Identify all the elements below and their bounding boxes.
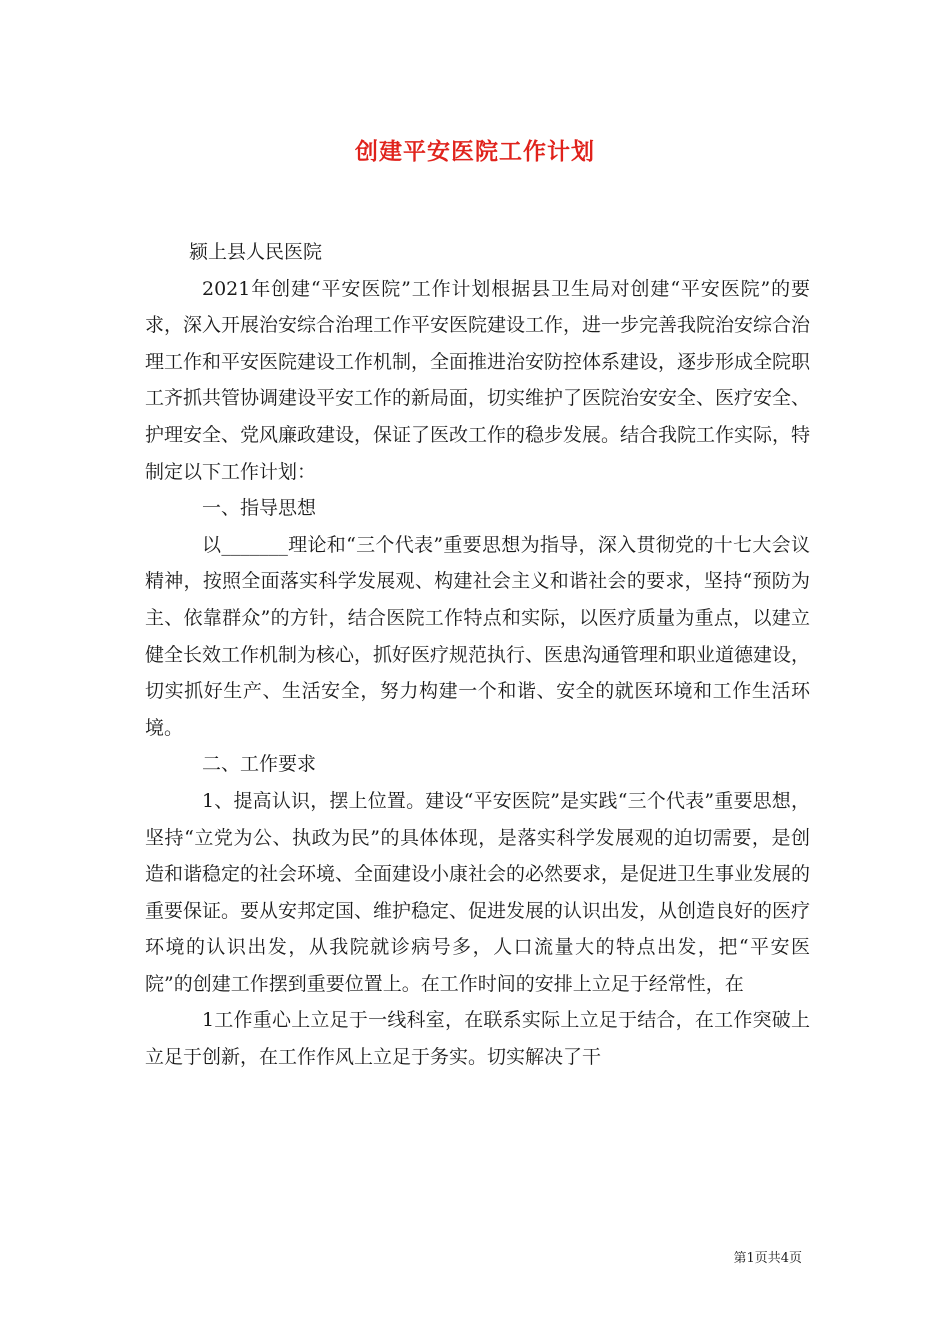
section-heading-work-requirements: 二、工作要求 [202, 753, 317, 776]
requirement-item-1: 1、提高认识，摆上位置。建设“平安医院”是实践“三个代表”重要思想，坚持“立党为公、执政为民”的具体体现，是落实科学发展观的迫切需要，是创造和谐稳定的社会环境、全面建设小康社会的必然要求，是促进卫生事业发展的重要保证。要从安邦定国、维护稳定、促进发展的认识出发，从创造良好的医疗环境的认识出发，从我院就诊病号多，人口流量大的特点出发，把“平安医院”的创建工作摆到重要位置上。在工作时间的安排上立足于经常性，在 [145, 789, 811, 995]
guiding-ideology-paragraph: 以_______理论和“三个代表”重要思想为指导，深入贯彻党的十七大会议精神，按照全面落实科学发展观、构建社会主义和谐社会的要求，坚持“预防为主、依靠群众”的方针，结合医院工作特点和实际，以医疗质量为重点，以建立健全长效工作机制为核心，抓好医疗规范执行、医患沟通管理和职业道德建设，切实抓好生产、生活安全，努力构建一个和谐、安全的就医环境和工作生活环境。 [145, 533, 811, 739]
document-title: 创建平安医院工作计划 [355, 138, 595, 165]
page-number-footer: 第1页共4页 [733, 1251, 802, 1266]
intro-paragraph: 2021年创建“平安医院”工作计划根据县卫生局对创建“平安医院”的要求，深入开展治安综合治理工作平安医院建设工作，进一步完善我院治安综合治理工作和平安医院建设工作机制，全面推进治安防控体系建设，逐步形成全院职工齐抓共管协调建设平安工作的新局面，切实维护了医院治安安全、医疗安全、护理安全、党风廉政建设，保证了医改工作的稳步发展。结合我院工作实际，特制定以下工作计划： [145, 277, 811, 483]
section-heading-guiding-ideology: 一、指导思想 [202, 497, 317, 520]
requirement-item-1-continued: 1工作重心上立足于一线科室，在联系实际上立足于结合，在工作突破上立足于创新，在工作作风上立足于务实。切实解决了干 [145, 1009, 810, 1069]
organization-name: 颍上县人民医院 [189, 241, 323, 263]
document-body [145, 234, 810, 1076]
